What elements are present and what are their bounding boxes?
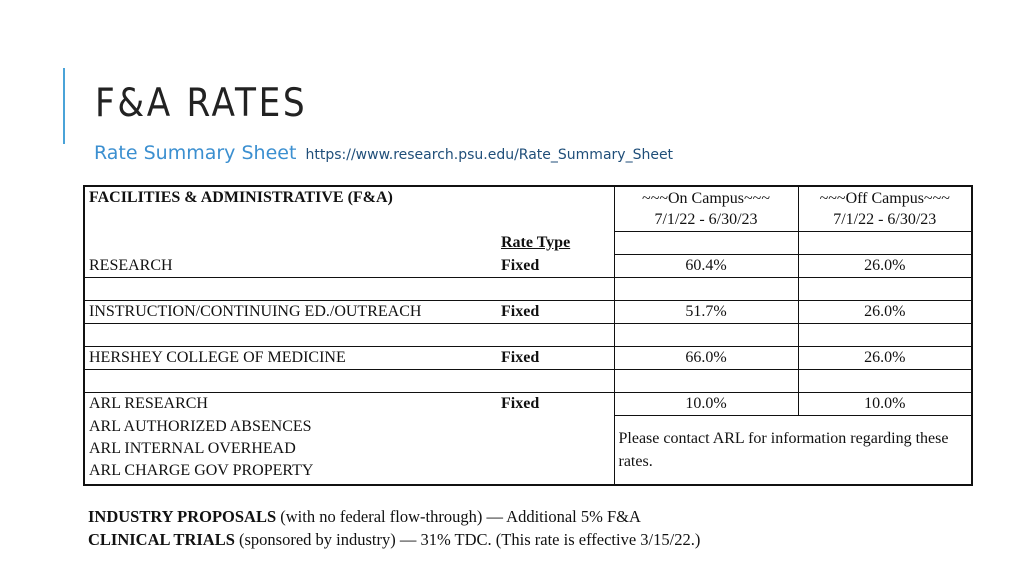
row-rate-type: Fixed [497,393,614,416]
on-campus-heading: ~~~On Campus~~~ [614,186,798,209]
subtitle [94,142,673,164]
row-rate-type: Fixed [497,255,614,278]
rate-summary-url[interactable]: https://www.research.psu.edu/Rate_Summary_Sheet [305,147,674,163]
row-off-campus-rate: 10.0% [798,393,972,416]
row-off-campus-rate: 26.0% [798,255,972,278]
arl-contact-note: Please contact ARL for information regarding these rates. [614,416,972,485]
table-row [84,255,972,278]
off-campus-heading: ~~~Off Campus~~~ [798,186,972,209]
row-off-campus-rate: 26.0% [798,347,972,370]
rate-summary-link[interactable]: Rate Summary Sheet [94,142,297,164]
on-campus-dates: 7/1/22 - 6/30/23 [614,209,798,232]
off-campus-dates: 7/1/22 - 6/30/23 [798,209,972,232]
row-on-campus-rate: 51.7% [614,301,798,324]
row-off-campus-rate: 26.0% [798,301,972,324]
arl-extra-row [84,416,972,485]
clinical-trials-note: CLINICAL TRIALS (sponsored by industry) — 31% TDC. (This rate is effective 3/15/22.) [88,530,701,549]
row-category: INSTRUCTION/CONTINUING ED./OUTREACH [84,301,497,324]
page-title: F&A RATES [95,81,308,126]
header-blank [497,186,614,209]
arl-extra-categories [84,416,497,485]
table-row [84,301,972,324]
row-on-campus-rate: 60.4% [614,255,798,278]
section-heading: FACILITIES & ADMINISTRATIVE (F&A) [84,186,497,209]
spacer-row [84,324,972,347]
table-header-dates-row [84,209,972,232]
title-accent-bar [63,68,65,144]
row-rate-type: Fixed [497,347,614,370]
row-on-campus-rate: 10.0% [614,393,798,416]
rates-table [83,185,973,486]
industry-proposals-note: INDUSTRY PROPOSALS (with no federal flow-through) — Additional 5% F&A [88,507,641,526]
table-row [84,347,972,370]
table-row [84,393,972,416]
arl-charge-gov-property: ARL CHARGE GOV PROPERTY [89,461,314,479]
rate-type-row [84,232,972,255]
row-category: ARL RESEARCH [84,393,497,416]
rate-type-heading: Rate Type [497,232,614,255]
footnotes [88,505,700,551]
spacer-row [84,370,972,393]
row-on-campus-rate: 66.0% [614,347,798,370]
arl-authorized-absences: ARL AUTHORIZED ABSENCES [89,417,312,435]
arl-internal-overhead: ARL INTERNAL OVERHEAD [89,439,296,457]
row-category: HERSHEY COLLEGE OF MEDICINE [84,347,497,370]
row-rate-type: Fixed [497,301,614,324]
table-header-row [84,186,972,209]
row-category: RESEARCH [84,255,497,278]
spacer-row [84,278,972,301]
